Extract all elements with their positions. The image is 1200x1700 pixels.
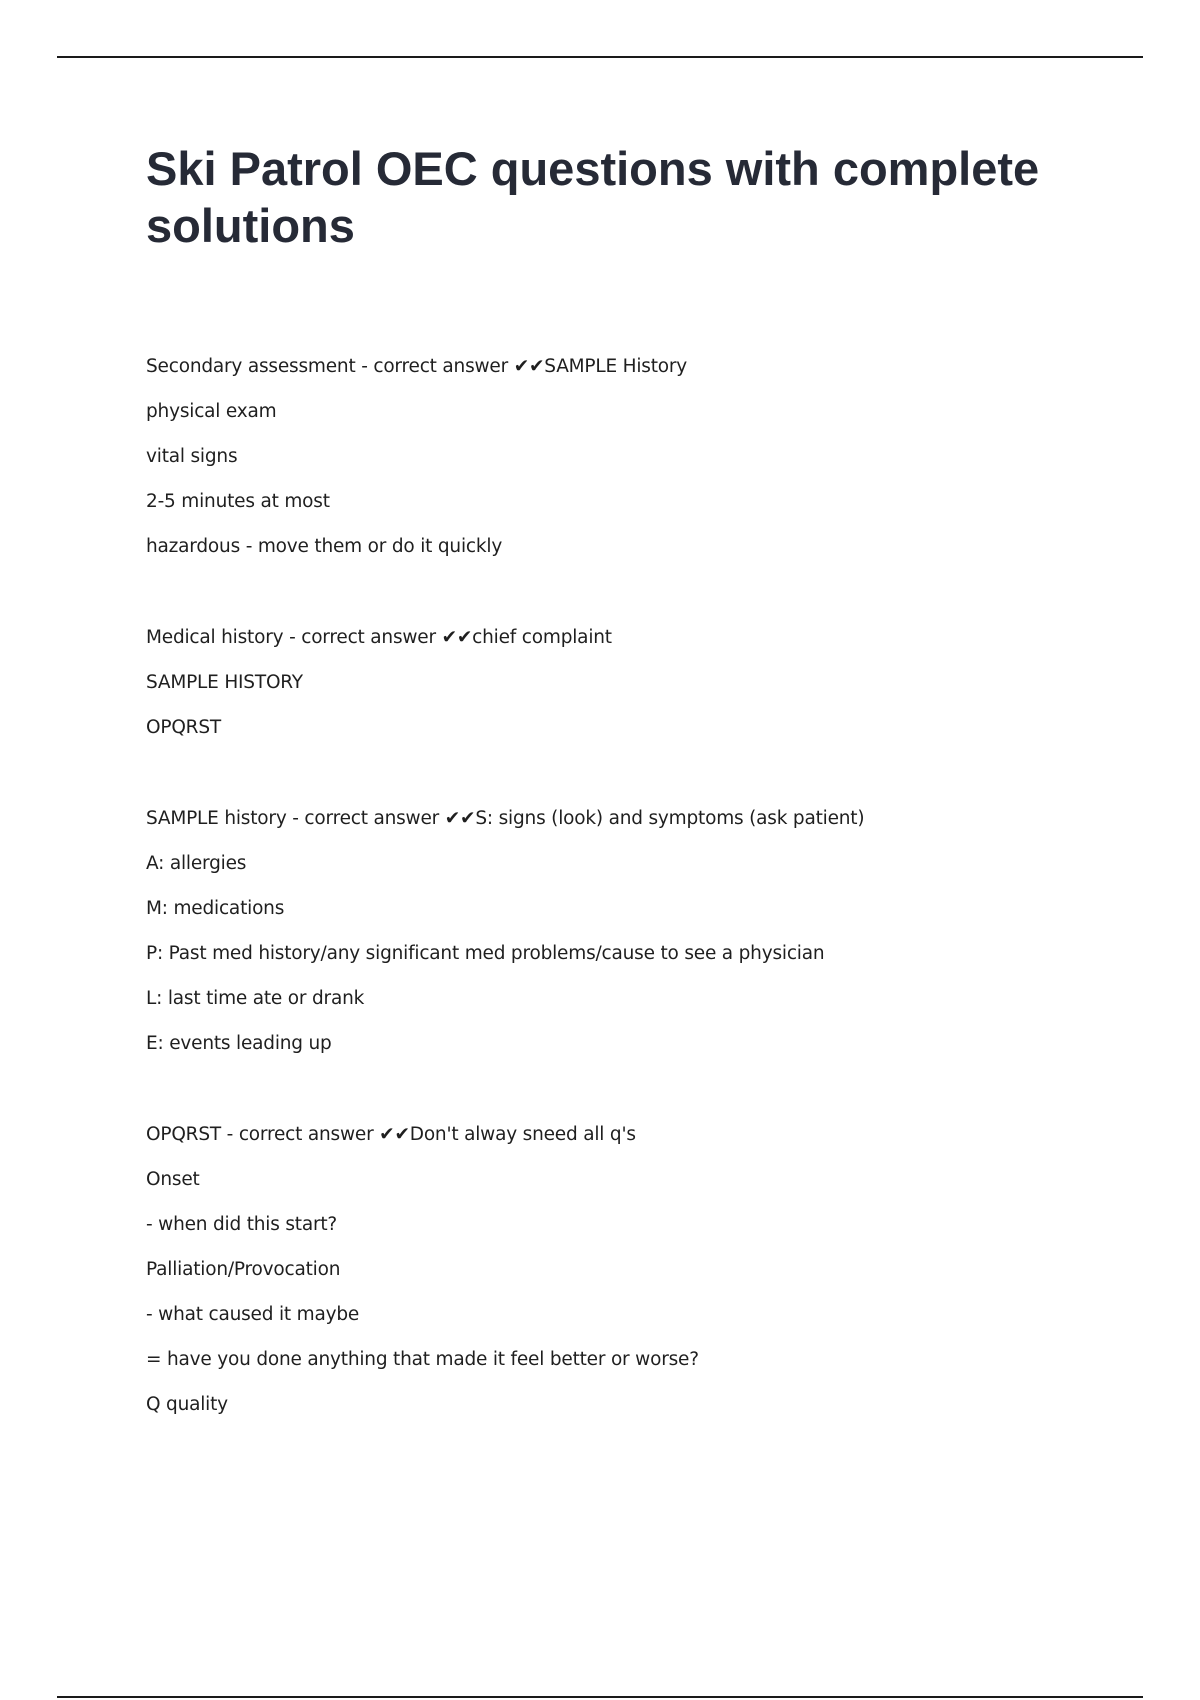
answer-line: Onset (146, 1169, 200, 1190)
question-line: OPQRST - correct answer ✔✔Don't alway sneed all q's (146, 1124, 636, 1145)
answer-line: L: last time ate or drank (146, 988, 365, 1009)
question-line: Secondary assessment - correct answer ✔✔SAMPLE History (146, 356, 688, 377)
qa-entry-secondary-assessment (146, 344, 1106, 569)
answer-line: physical exam (146, 401, 277, 422)
qa-entry-sample-history (146, 796, 1106, 1066)
answer-line: A: allergies (146, 853, 247, 874)
answer-line: 2-5 minutes at most (146, 491, 330, 512)
document-body (146, 140, 1106, 1473)
header-rule (57, 56, 1143, 58)
qa-entry-medical-history (146, 615, 1106, 750)
answer-line: E: events leading up (146, 1033, 332, 1054)
answer-line: Palliation/Provocation (146, 1259, 341, 1280)
answer-line: Q quality (146, 1394, 228, 1415)
document-title: Ski Patrol OEC questions with complete solutions (146, 142, 1040, 252)
question-line: Medical history - correct answer ✔✔chief complaint (146, 627, 612, 648)
answer-line: OPQRST (146, 717, 221, 738)
question-line: SAMPLE history - correct answer ✔✔S: signs (look) and symptoms (ask patient) (146, 808, 865, 829)
qa-list (146, 344, 1106, 1427)
answer-line: = have you done anything that made it feel better or worse? (146, 1349, 699, 1370)
answer-line: M: medications (146, 898, 285, 919)
answer-line: hazardous - move them or do it quickly (146, 536, 503, 557)
answer-line: - when did this start? (146, 1214, 338, 1235)
answer-line: vital signs (146, 446, 238, 467)
answer-line: SAMPLE HISTORY (146, 672, 303, 693)
qa-entry-opqrst (146, 1112, 1106, 1427)
footer-rule (57, 1696, 1143, 1698)
answer-line: P: Past med history/any significant med problems/cause to see a physician (146, 943, 825, 964)
answer-line: - what caused it maybe (146, 1304, 360, 1325)
